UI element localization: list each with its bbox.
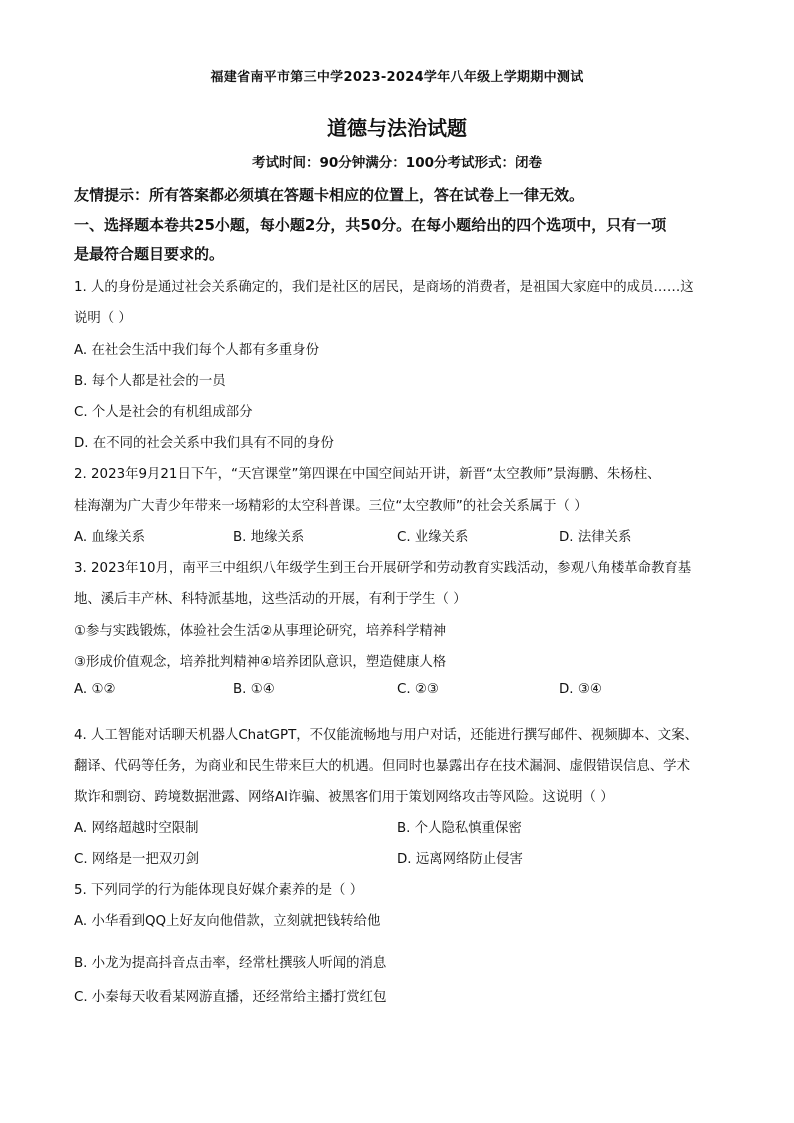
exam-title: 福建省南平市第三中学2023-2024学年八年级上学期期中测试: [210, 70, 584, 85]
q3-stem-line1: 3. 2023年10月，南平三中组织八年级学生到王台开展研学和劳动教育实践活动，参观八角楼革命教育基: [74, 561, 692, 576]
q1-stem-line2: 说明（ ）: [74, 311, 132, 326]
q4-option-b: B. 个人隐私慎重保密: [397, 821, 522, 836]
q4-option-c: C. 网络是一把双刃剑: [74, 852, 199, 867]
q4-option-a: A. 网络超越时空限制: [74, 821, 199, 836]
q5-stem: 5. 下列同学的行为能体现良好媒介素养的是（ ）: [74, 883, 364, 898]
notice: 友情提示：所有答案都必须填在答题卡相应的位置上，答在试卷上一律无效。: [74, 186, 585, 204]
exam-subject: 道德与法治试题: [327, 116, 467, 140]
q1-option-c: C. 个人是社会的有机组成部分: [74, 405, 253, 420]
q3-option-c: C. ②③: [397, 682, 439, 697]
q5-option-c: C. 小秦每天收看某网游直播，还经常给主播打赏红包: [74, 990, 387, 1005]
q3-statement-line1: ①参与实践锻炼，体验社会生活②从事理论研究，培养科学精神: [74, 624, 447, 639]
q2-stem-line2: 桂海潮为广大青少年带来一场精彩的太空科普课。三位“太空教师”的社会关系属于（ ）: [74, 499, 588, 514]
q4-stem-line3: 欺诈和剽窃、跨境数据泄露、网络AI诈骗、被黑客们用于策划网络攻击等风险。这说明（ ）: [74, 790, 614, 805]
q2-stem-line1: 2. 2023年9月21日下午，“天宫课堂”第四课在中国空间站开讲，新晋“太空教师”景海鹏、朱杨柱、: [74, 467, 661, 482]
q4-stem-line1: 4. 人工智能对话聊天机器人ChatGPT，不仅能流畅地与用户对话，还能进行撰写邮件、视频脚本、文案、: [74, 728, 698, 743]
exam-info: 考试时间：90分钟满分：100分考试形式：闭卷: [252, 155, 542, 171]
q1-option-a: A. 在社会生活中我们每个人都有多重身份: [74, 343, 320, 358]
q2-option-c: C. 业缘关系: [397, 530, 469, 545]
q1-option-b: B. 每个人都是社会的一员: [74, 374, 226, 389]
q3-option-a: A. ①②: [74, 682, 116, 697]
q1-stem-line1: 1. 人的身份是通过社会关系确定的，我们是社区的居民，是商场的消费者，是祖国大家庭中的成员……这: [74, 280, 694, 295]
q3-option-d: D. ③④: [559, 682, 602, 697]
q3-option-b: B. ①④: [233, 682, 275, 697]
q2-option-a: A. 血缘关系: [74, 530, 145, 545]
q4-option-d: D. 远离网络防止侵害: [397, 852, 523, 867]
q5-option-b: B. 小龙为提高抖音点击率，经常杜撰骇人听闻的消息: [74, 956, 387, 971]
q3-stem-line2: 地、溪后丰产林、科特派基地，这些活动的开展，有利于学生（ ）: [74, 592, 467, 607]
q2-option-d: D. 法律关系: [559, 530, 632, 545]
section-heading-line2: 是最符合题目要求的。: [74, 245, 225, 263]
q2-option-b: B. 地缘关系: [233, 530, 305, 545]
q1-option-d: D. 在不同的社会关系中我们具有不同的身份: [74, 436, 334, 451]
q4-stem-line2: 翻译、代码等任务，为商业和民生带来巨大的机遇。但同时也暴露出存在技术漏洞、虚假错误信息、学术: [74, 759, 690, 774]
q5-option-a: A. 小华看到QQ上好友向他借款，立刻就把钱转给他: [74, 914, 381, 929]
q3-statement-line2: ③形成价值观念，培养批判精神④培养团队意识，塑造健康人格: [74, 655, 447, 670]
section-heading-line1: 一、选择题本卷共25小题，每小题2分，共50分。在每小题给出的四个选项中，只有一项: [74, 216, 667, 234]
